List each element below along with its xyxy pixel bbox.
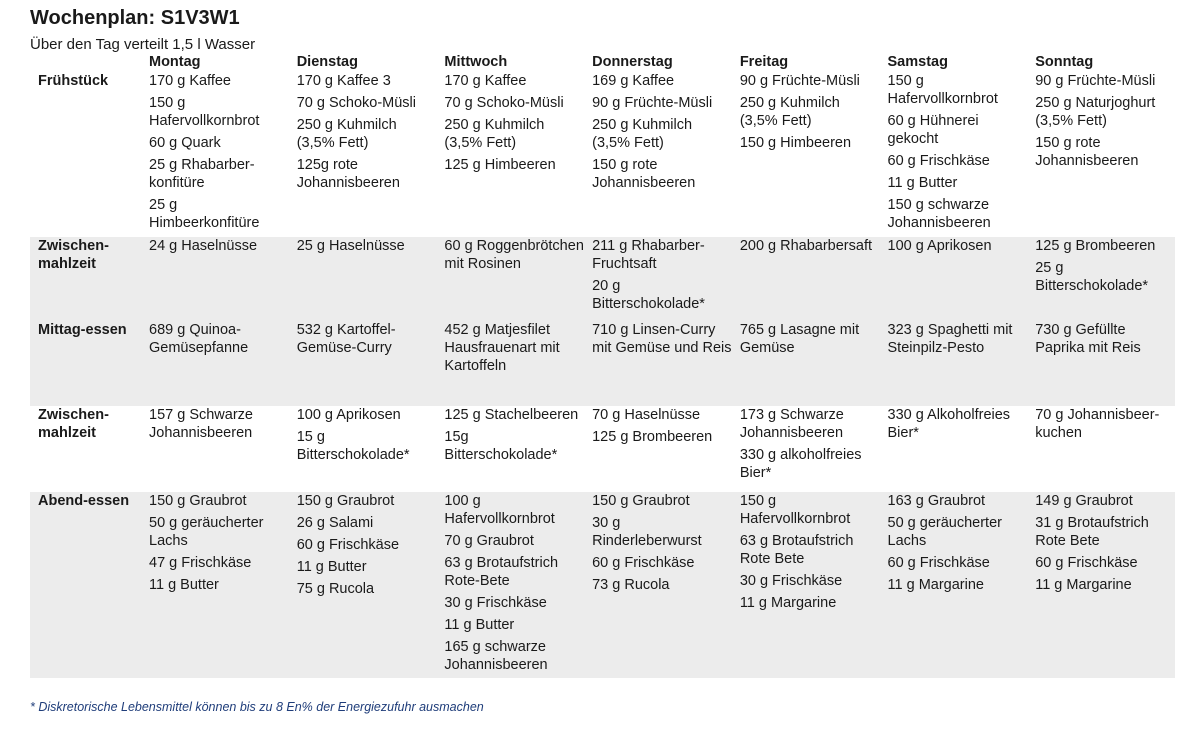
meal-cell: [732, 321, 880, 406]
page-title: Wochenplan: S1V3W1: [30, 7, 240, 29]
food-item: 200 g Rhabarbersaft: [739, 238, 873, 254]
meal-cell: [436, 406, 584, 492]
meal-cell: [1027, 406, 1175, 492]
food-item: 765 g Lasagne mit Gemüse: [739, 322, 860, 356]
food-item: 25 g Haselnüsse: [296, 238, 405, 254]
food-item: 170 g Kaffee: [149, 73, 231, 89]
food-item: 250 g Kuhmilch (3,5% Fett): [739, 95, 840, 129]
food-item: 60 g Quark: [149, 135, 221, 151]
day-header: Dienstag: [296, 54, 358, 70]
food-item: 15 g Bitterschokolade*: [296, 429, 410, 463]
meal-cell: [436, 321, 584, 406]
food-item: 100 g Aprikosen: [887, 238, 992, 254]
food-item: 50 g geräucherter Lachs: [149, 515, 264, 549]
meal-cell: [289, 237, 437, 321]
food-item: 730 g Gefüllte Paprika mit Reis: [1035, 322, 1141, 356]
meal-cell: [584, 237, 732, 321]
food-item: 60 g Frischkäse: [887, 153, 990, 169]
food-item: 63 g Brotaufstrich Rote Bete: [739, 533, 854, 567]
meal-cell: [732, 406, 880, 492]
table-row: [30, 237, 1175, 321]
food-item: 125 g Brombeeren: [592, 429, 713, 445]
food-item: 11 g Margarine: [739, 595, 837, 611]
food-item: 149 g Graubrot: [1035, 493, 1133, 509]
food-item: 100 g Aprikosen: [296, 407, 401, 423]
food-item: 100 g Hafervollkornbrot: [444, 493, 555, 527]
meal-cell: [141, 492, 289, 678]
food-item: 30 g Frischkäse: [739, 573, 843, 589]
meal-label: Mittag-essen: [30, 321, 141, 406]
food-item: 60 g Frischkäse: [296, 537, 400, 553]
food-item: 150 g Hafervollkornbrot: [739, 493, 851, 527]
food-item: 60 g Frischkäse: [592, 555, 695, 571]
meal-cell: [732, 72, 880, 237]
day-header: Sonntag: [1035, 54, 1094, 70]
food-item: 125 g Brombeeren: [1035, 238, 1156, 254]
food-item: 70 g Schoko-Müsli: [296, 95, 416, 111]
meal-cell: [141, 406, 289, 492]
meal-cell: [436, 72, 584, 237]
meal-label: Zwischen-mahlzeit: [30, 237, 141, 321]
meal-cell: [141, 72, 289, 237]
day-header: Montag: [149, 54, 201, 70]
food-item: 150 g Graubrot: [296, 493, 395, 509]
food-item: 47 g Frischkäse: [149, 555, 252, 571]
food-item: 125g rote Johannisbeeren: [296, 157, 400, 191]
food-item: 60 g Frischkäse: [1035, 555, 1138, 571]
food-item: 150 g Himbeeren: [739, 135, 852, 151]
food-item: 50 g geräucherter Lachs: [887, 515, 1002, 549]
meal-cell: [289, 72, 437, 237]
table-body: [30, 72, 1175, 678]
food-item: 150 g Graubrot: [592, 493, 690, 509]
page-subtitle: Über den Tag verteilt 1,5 l Wasser: [30, 36, 256, 53]
meal-cell: [880, 406, 1028, 492]
food-item: 250 g Naturjoghurt (3,5% Fett): [1035, 95, 1156, 129]
table-header: [30, 52, 1175, 72]
header-row: [30, 52, 1175, 72]
meal-cell: [880, 321, 1028, 406]
food-item: 20 g Bitterschokolade*: [592, 278, 705, 312]
food-item: 173 g Schwarze Johannisbeeren: [739, 407, 844, 441]
food-item: 323 g Spaghetti mit Steinpilz-Pesto: [887, 322, 1013, 356]
food-item: 70 g Graubrot: [444, 533, 534, 549]
meal-cell: [732, 237, 880, 321]
table-row: [30, 72, 1175, 237]
food-item: 90 g Früchte-Müsli: [739, 73, 860, 89]
food-item: 330 g Alkoholfreies Bier*: [887, 407, 1011, 441]
meal-cell: [732, 492, 880, 678]
meal-cell: [880, 72, 1028, 237]
food-item: 11 g Margarine: [1035, 577, 1132, 593]
food-item: 150 g Hafervollkornbrot: [887, 73, 998, 107]
food-item: 15g Bitterschokolade*: [444, 429, 558, 463]
food-item: 70 g Schoko-Müsli: [444, 95, 564, 111]
food-item: 25 g Rhabarber-konfitüre: [149, 157, 255, 191]
meal-label: Zwischen-mahlzeit: [30, 406, 141, 492]
food-item: 330 g alkoholfreies Bier*: [739, 447, 862, 481]
food-item: 60 g Roggenbrötchen mit Rosinen: [444, 238, 584, 272]
food-item: 211 g Rhabarber-Fruchtsaft: [592, 238, 705, 272]
food-item: 150 g rote Johannisbeeren: [592, 157, 696, 191]
meal-cell: [880, 492, 1028, 678]
food-item: 11 g Butter: [444, 617, 515, 633]
food-item: 250 g Kuhmilch (3,5% Fett): [592, 117, 693, 151]
table-row: [30, 321, 1175, 406]
food-item: 250 g Kuhmilch (3,5% Fett): [444, 117, 545, 151]
food-item: 26 g Salami: [296, 515, 374, 531]
food-item: 31 g Brotaufstrich Rote Bete: [1035, 515, 1149, 549]
food-item: 163 g Graubrot: [887, 493, 986, 509]
meal-label: Frühstück: [30, 72, 141, 237]
food-item: 24 g Haselnüsse: [149, 238, 258, 254]
food-item: 170 g Kaffee: [444, 73, 527, 89]
food-item: 710 g Linsen-Curry mit Gemüse und Reis: [592, 322, 732, 356]
food-item: 157 g Schwarze Johannisbeeren: [149, 407, 253, 441]
meal-cell: [1027, 237, 1175, 321]
food-item: 11 g Butter: [887, 175, 958, 191]
meal-cell: [880, 237, 1028, 321]
food-item: 90 g Früchte-Müsli: [592, 95, 713, 111]
meal-cell: [289, 321, 437, 406]
food-item: 25 g Bitterschokolade*: [1035, 260, 1149, 294]
meal-cell: [141, 321, 289, 406]
food-item: 11 g Margarine: [887, 577, 984, 593]
table-row: [30, 406, 1175, 492]
day-header: Samstag: [887, 54, 948, 70]
food-item: 11 g Butter: [149, 577, 219, 593]
food-item: 150 g Graubrot: [149, 493, 247, 509]
weekly-plan-table: [30, 52, 1175, 678]
day-header: Donnerstag: [592, 54, 673, 70]
food-item: 125 g Stachelbeeren: [444, 407, 579, 423]
meal-cell: [1027, 72, 1175, 237]
food-item: 70 g Johannisbeer-kuchen: [1035, 407, 1160, 441]
food-item: 170 g Kaffee 3: [296, 73, 391, 89]
food-item: 150 g schwarze Johannisbeeren: [887, 197, 991, 231]
day-header: Mittwoch: [444, 54, 508, 70]
food-item: 165 g schwarze Johannisbeeren: [444, 639, 548, 673]
meal-cell: [584, 321, 732, 406]
corner-cell: [30, 52, 141, 72]
food-item: 689 g Quinoa-Gemüsepfanne: [149, 322, 249, 356]
food-item: 150 g Hafervollkornbrot: [149, 95, 260, 129]
meal-cell: [289, 406, 437, 492]
food-item: 60 g Frischkäse: [887, 555, 990, 571]
food-item: 90 g Früchte-Müsli: [1035, 73, 1156, 89]
meal-cell: [1027, 492, 1175, 678]
meal-cell: [584, 72, 732, 237]
meal-cell: [1027, 321, 1175, 406]
meal-cell: [436, 492, 584, 678]
food-item: 250 g Kuhmilch (3,5% Fett): [296, 117, 397, 151]
food-item: 532 g Kartoffel-Gemüse-Curry: [296, 322, 396, 356]
meal-cell: [141, 237, 289, 321]
meal-cell: [584, 406, 732, 492]
day-header: Freitag: [739, 54, 789, 70]
meal-cell: [289, 492, 437, 678]
food-item: 60 g Hühnerei gekocht: [887, 113, 979, 147]
meal-label: Abend-essen: [30, 492, 141, 678]
meal-cell: [584, 492, 732, 678]
food-item: 73 g Rucola: [592, 577, 670, 593]
food-item: 169 g Kaffee: [592, 73, 675, 89]
table-row: [30, 492, 1175, 678]
footnote: * Diskretorische Lebensmittel können bis zu 8 En% der Energiezufuhr ausmachen: [30, 700, 484, 714]
food-item: 125 g Himbeeren: [444, 157, 556, 173]
food-item: 75 g Rucola: [296, 581, 375, 597]
food-item: 70 g Haselnüsse: [592, 407, 701, 423]
food-item: 30 g Rinderleberwurst: [592, 515, 702, 549]
food-item: 30 g Frischkäse: [444, 595, 547, 611]
food-item: 150 g rote Johannisbeeren: [1035, 135, 1139, 169]
food-item: 11 g Butter: [296, 559, 367, 575]
food-item: 25 g Himbeerkonfitüre: [149, 197, 260, 231]
food-item: 63 g Brotaufstrich Rote-Bete: [444, 555, 559, 589]
food-item: 452 g Matjesfilet Hausfrauenart mit Kartoffeln: [444, 322, 560, 374]
meal-cell: [436, 237, 584, 321]
